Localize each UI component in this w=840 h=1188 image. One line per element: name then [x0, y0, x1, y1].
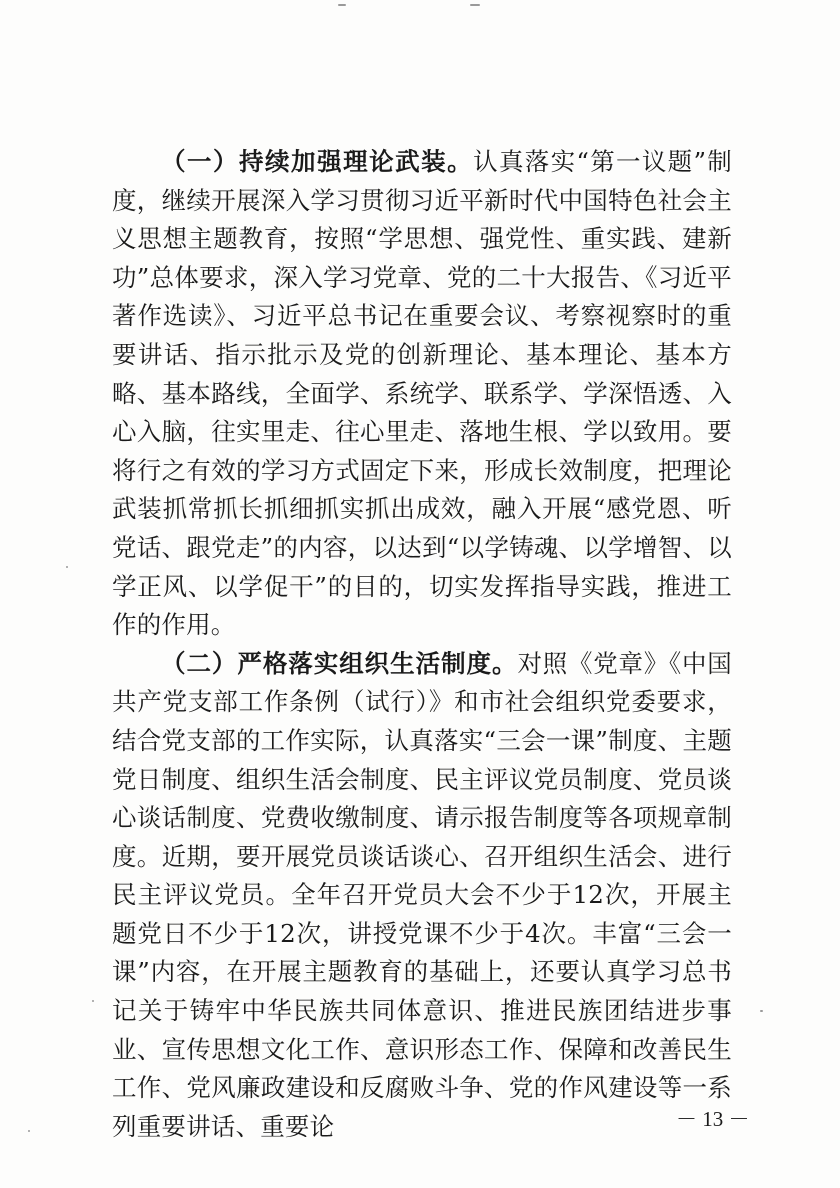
- section-body-2: 对照《党章》《中国共产党支部工作条例（试行）》和市社会组织党委要求，结合党支部的工作实际，认真落实“三会一课”制度、主题党日制度、组织生活会制度、民主评议党员制度、党员谈心谈话制度、党费收缴制度、请示报告制度等各项规章制度。近期，要开展党员谈话谈心、召开组织生活会、进行民主评议党员。全年召开党员大会不少于12次，开展主题党日不少于12次，讲授党课不少于4次。丰富“三会一课”内容，在开展主题教育的基础上，还要认真学习总书记关于铸牢中华民族共同体意识、推进民族团结进步事业、宣传思想文化工作、意识形态工作、保障和改善民生工作、党风廉政建设和反腐败斗争、党的作风建设等一系列重要讲话、重要论: [112, 648, 732, 1141]
- scan-speck: [66, 566, 68, 568]
- scan-speck: [760, 1010, 763, 1012]
- document-body: [112, 143, 732, 1146]
- section-heading-1: （一）持续加强理论武装。: [161, 147, 474, 176]
- scan-speck: [470, 4, 480, 6]
- page-number: － 13 －: [676, 1107, 750, 1131]
- section-paragraph-2: [112, 645, 732, 1147]
- scan-speck: [92, 1000, 94, 1002]
- section-paragraph-1: [112, 143, 732, 645]
- scan-speck: [338, 4, 346, 6]
- section-heading-2: （二）严格落实组织生活制度。: [161, 648, 518, 678]
- section-body-1: 认真落实“第一议题”制度，继续开展深入学习贯彻习近平新时代中国特色社会主义思想主题教育，按照“学思想、强党性、重实践、建新功”总体要求，深入学习党章、党的二十大报告、《习近平著作选读》、习近平总书记在重要会议、考察视察时的重要讲话、指示批示及党的创新理论、基本理论、基本方略、基本路线，全面学、系统学、联系学、学深悟透、入心入脑，往实里走、往心里走、落地生根、学以致用。要将行之有效的学习方式固定下来，形成长效制度，把理论武装抓常抓长抓细抓实抓出成效，融入开展“感党恩、听党话、跟党走”的内容，以达到“以学铸魂、以学增智、以学正风、以学促干”的目的，切实发挥指导实践，推进工作的作用。: [112, 147, 732, 640]
- scan-speck: [28, 1130, 30, 1132]
